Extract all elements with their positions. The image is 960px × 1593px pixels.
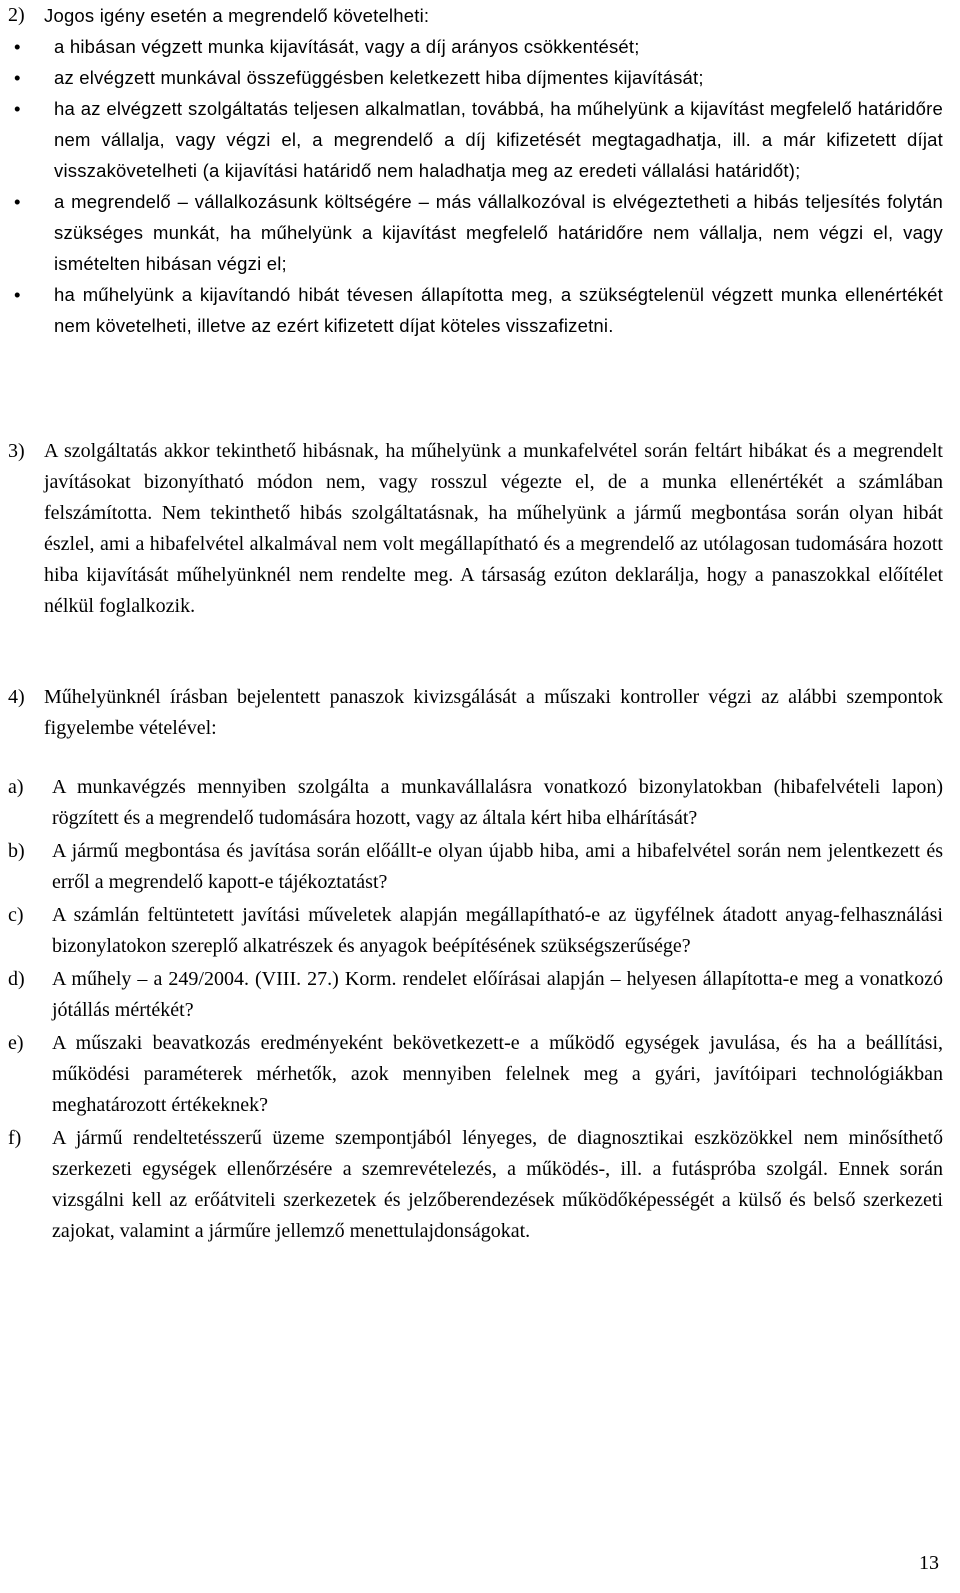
item-text: A műhely – a 249/2004. (VIII. 27.) Korm. rendelet előírásai alapján – helyesen állapította-e meg a vonatkozó jótállás mértékét?	[52, 968, 943, 1021]
list-item	[8, 31, 943, 62]
list-item	[8, 900, 943, 962]
bullet-text: ha műhelyünk a kijavítandó hibát tévesen állapította meg, a szükségtelenül végzett munka ellenértékét nem követelheti, illetve az ezért kifizetett díjat köteles visszafizetni.	[54, 284, 943, 336]
item-text: A jármű megbontása és javítása során előállt-e olyan újabb hiba, ami a hibafelvétel során nem jelentkezett és erről a megrendelő kapott-e tájékoztatást?	[52, 840, 943, 893]
page-number: 13	[919, 1552, 939, 1574]
bullet-icon: •	[14, 36, 21, 57]
bullet-text: a hibásan végzett munka kijavítását, vagy a díj arányos csökkentését;	[54, 36, 640, 57]
list-item	[8, 836, 943, 898]
section-3-text: A szolgáltatás akkor tekinthető hibásnak, ha műhelyünk a munkafelvétel során feltárt hibákat és a megrendelt javításokat bizonyítható módon nem, vagy rosszul végezte el, de a munka ellenértékét a számlában felszámította. Nem tekinthető hibás szolgáltatásnak, ha műhelyünk a jármű megbontása során olyan hibát észlel, ami a hibafelvétel alkalmával nem volt megállapítható és a megrendelő az utólagosan tudomására hozott hiba kijavítását műhelyünknél nem rendelte meg. A társaság ezúton deklarálja, hogy a panaszokkal előítélet nélkül foglalkozik.	[44, 440, 943, 617]
section-4-intro: Műhelyünknél írásban bejelentett panaszok kivizsgálását a műszaki kontroller végzi az alábbi szempontok figyelembe vételével:	[44, 686, 943, 739]
item-text: A számlán feltüntetett javítási műveletek alapján megállapítható-e az ügyfélnek átadott anyag-felhasználási bizonylatokon szereplő alkatrészek és anyagok beépítésének szükségszerűsége?	[52, 904, 943, 957]
item-letter: b)	[8, 840, 25, 862]
list-item	[8, 964, 943, 1026]
list-item	[8, 1028, 943, 1121]
item-letter: e)	[8, 1032, 24, 1054]
bullet-icon: •	[14, 191, 21, 212]
list-item	[8, 62, 943, 93]
section-3	[8, 436, 943, 622]
section-4	[8, 682, 943, 1249]
item-letter: a)	[8, 776, 24, 798]
bullet-text-continuation: a már kifizetett díjat visszakövetelheti (a kijavítási határidő nem haladhatja meg az eredeti vállalási határidőt);	[54, 129, 944, 181]
section-4-number: 4)	[8, 686, 25, 708]
list-item	[8, 93, 943, 186]
list-item	[8, 1123, 943, 1247]
section-3-number: 3)	[8, 440, 25, 462]
bullet-text: ha az elvégzett szolgáltatás teljesen alkalmatlan, továbbá, ha műhelyünk a kijavítást megfelelő határidőre nem vállalja, vagy végzi el, a megrendelő a díj kifizetését megtagadhatja, ill.	[54, 98, 943, 150]
bullet-icon: •	[14, 284, 21, 305]
item-letter: d)	[8, 968, 25, 990]
section-2-bullet-list	[8, 31, 943, 341]
item-text: A műszaki beavatkozás eredményeként bekövetkezett-e a működő egységek javulása, és ha a beállítási, működési paraméterek mérhetők, azok mennyiben felelnek meg a gyári, javítóipari technológiákban meghatározott értékeknek?	[52, 1032, 943, 1116]
bullet-text: az elvégzett munkával összefüggésben keletkezett hiba díjmentes kijavítását;	[54, 67, 704, 88]
item-letter: f)	[8, 1127, 22, 1149]
item-text: A jármű rendeltetésszerű üzeme szempontjából lényeges, de diagnosztikai eszközökkel nem minősíthető szerkezeti egységek ellenőrzésére a szemrevételezés, a működés-, ill. a futáspróba szolgál. Ennek során vizsgálni kell az erőátviteli szerkezetek és jelzőberendezések működőképességét a külső és belső szerkezeti zajokat, valamint a járműre jellemző menettulajdonságokat.	[52, 1127, 943, 1242]
list-item	[8, 279, 943, 341]
bullet-text: a megrendelő – vállalkozásunk költségére – más vállalkozóval is elvégeztetheti a hibás teljesítés folytán szükséges munkát, ha műhelyünk a kijavítást megfelelő határidőre nem vállalja, nem végzi el, vagy ismételten hibásan végzi el;	[54, 191, 943, 274]
item-letter: c)	[8, 904, 24, 926]
section-2	[8, 0, 943, 341]
list-item	[8, 186, 943, 279]
list-item	[8, 772, 943, 834]
section-4-criteria-list	[8, 772, 943, 1247]
item-text: A munkavégzés mennyiben szolgálta a munkavállalásra vonatkozó bizonylatokban (hibafelvételi lapon) rögzített és a megrendelő tudomására hozott, vagy az általa kért hiba elhárítását?	[52, 776, 943, 829]
bullet-icon: •	[14, 67, 21, 88]
section-2-body	[14, 0, 944, 341]
section-2-heading: Jogos igény esetén a megrendelő követelheti:	[44, 5, 430, 26]
bullet-icon: •	[14, 98, 21, 119]
section-2-number: 2)	[8, 4, 25, 26]
